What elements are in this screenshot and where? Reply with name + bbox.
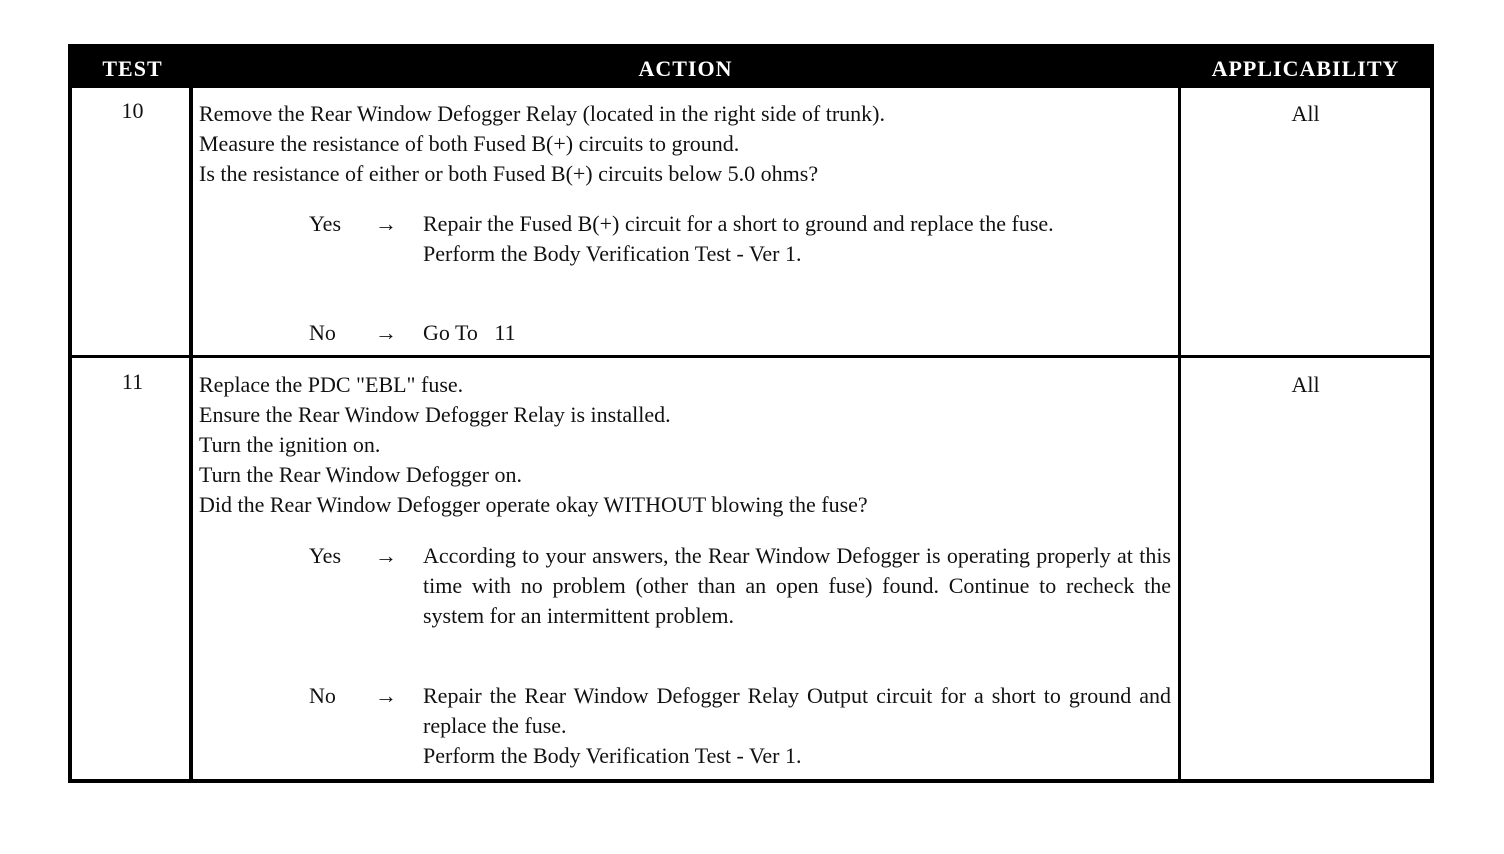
- column-divider-applicability: [1178, 48, 1181, 779]
- column-divider-test: [189, 48, 193, 779]
- yes-label: Yes: [309, 211, 342, 236]
- arrow-right-icon: →: [375, 543, 397, 568]
- applicability-10: All: [1291, 101, 1320, 126]
- yes-response-11: [309, 541, 1171, 631]
- step: Ensure the Rear Window Defogger Relay is installed.: [199, 402, 671, 427]
- action-steps-10: [199, 99, 1174, 189]
- response-line: Perform the Body Verification Test - Ver 1.: [423, 743, 802, 768]
- step: Replace the PDC "EBL" fuse.: [199, 372, 464, 397]
- arrow-right-icon: →: [375, 320, 397, 345]
- step: Remove the Rear Window Defogger Relay (located in the right side of trunk).: [199, 101, 886, 126]
- test-number-11: 11: [121, 369, 144, 394]
- applicability-11: All: [1291, 372, 1320, 397]
- yes-label: Yes: [309, 543, 342, 568]
- header-action: ACTION: [638, 56, 733, 81]
- no-label: No: [309, 320, 336, 345]
- step: Measure the resistance of both Fused B(+) circuits to ground.: [199, 131, 740, 156]
- response-line: Repair the Rear Window Defogger Relay Output circuit for a short to ground and replace the fuse.: [423, 683, 1171, 738]
- no-response-11: [309, 681, 1171, 771]
- arrow-right-icon: →: [375, 211, 397, 236]
- response-line: Go To 11: [423, 320, 516, 345]
- no-label: No: [309, 683, 336, 708]
- response-line: According to your answers, the Rear Window Defogger is operating properly at this time with no problem (other than an open fuse) found. Continue to recheck the system for an intermittent problem.: [423, 543, 1171, 628]
- test-number-10: 10: [121, 98, 144, 123]
- step: Turn the Rear Window Defogger on.: [199, 462, 522, 487]
- response-line: Repair the Fused B(+) circuit for a short to ground and replace the fuse.: [423, 211, 1054, 236]
- yes-response-10: [309, 209, 1171, 269]
- table-header: [72, 48, 1430, 88]
- diagnostic-table: [68, 44, 1434, 783]
- step: Is the resistance of either or both Fused B(+) circuits below 5.0 ohms?: [199, 161, 819, 186]
- header-applicability: APPLICABILITY: [1211, 56, 1400, 81]
- header-test: TEST: [102, 56, 163, 81]
- step: Turn the ignition on.: [199, 432, 381, 457]
- arrow-right-icon: →: [375, 683, 397, 708]
- no-response-10: [309, 318, 1171, 348]
- action-steps-11: [199, 370, 1174, 520]
- step: Did the Rear Window Defogger operate okay WITHOUT blowing the fuse?: [199, 492, 868, 517]
- row-divider: [72, 355, 1430, 358]
- response-line: Perform the Body Verification Test - Ver 1.: [423, 241, 802, 266]
